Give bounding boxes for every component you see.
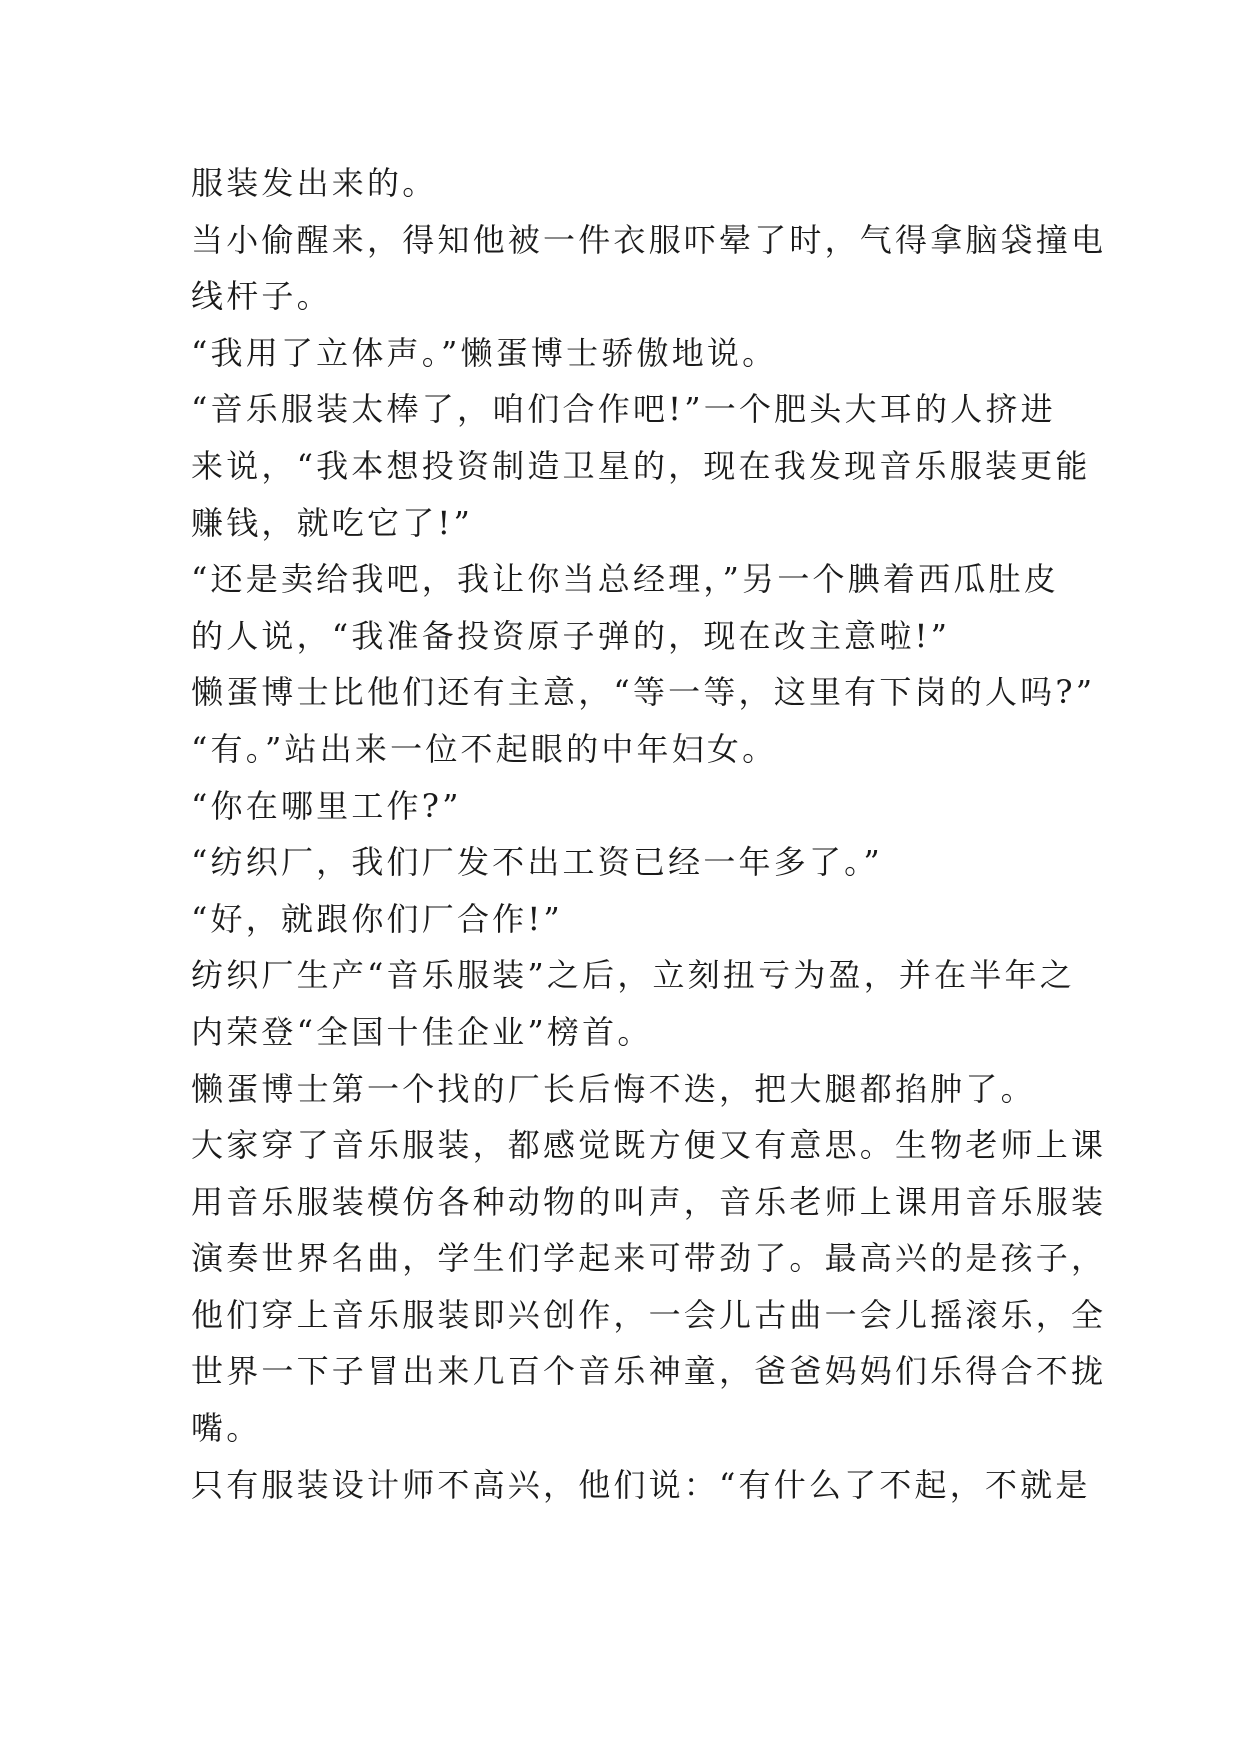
text-line: 内荣登“全国十佳企业”榜首。 <box>191 1012 653 1051</box>
text-line: “纺织厂，我们厂发不出工资已经一年多了。” <box>191 843 883 882</box>
text-line: “你在哪里工作?” <box>191 786 462 825</box>
text-line: 线杆子。 <box>191 277 332 316</box>
text-line: 世界一下子冒出来几百个音乐神童，爸爸妈妈们乐得合不拢 <box>191 1352 1107 1391</box>
text-line: 来说，“我本想投资制造卫星的，现在我发现音乐服装更能 <box>191 446 1091 485</box>
story-text <box>191 155 1107 1513</box>
text-line: 只有服装设计师不高兴，他们说：“有什么了不起，不就是 <box>191 1465 1091 1504</box>
text-line: 大家穿了音乐服装，都感觉既方便又有意思。生物老师上课 <box>191 1126 1107 1165</box>
text-line: 纺织厂生产“音乐服装”之后，立刻扭亏为盈，并在半年之 <box>191 956 1075 995</box>
text-line: 的人说，“我准备投资原子弹的，现在改主意啦!” <box>191 616 951 655</box>
text-line: 懒蛋博士第一个找的厂长后悔不迭，把大腿都掐肿了。 <box>191 1069 1036 1108</box>
text-line: 服装发出来的。 <box>191 164 438 202</box>
text-line: “好，就跟你们厂合作!” <box>191 899 563 938</box>
text-line: 演奏世界名曲，学生们学起来可带劲了。最高兴的是孩子， <box>191 1239 1107 1278</box>
text-line: 赚钱，就吃它了!” <box>191 503 474 542</box>
text-line: 他们穿上音乐服装即兴创作，一会儿古曲一会儿摇滚乐，全 <box>191 1295 1107 1334</box>
text-line: 懒蛋博士比他们还有主意，“等一等，这里有下岗的人吗?” <box>191 673 1096 712</box>
text-line: “还是卖给我吧，我让你当总经理，”另一个腆着西瓜肚皮 <box>191 560 1059 599</box>
text-line: “我用了立体声。”懒蛋博士骄傲地说。 <box>191 333 778 372</box>
text-line: 嘴。 <box>191 1409 262 1448</box>
text-line: “音乐服装太棒了，咱们合作吧!”一个肥头大耳的人挤进 <box>191 390 1056 429</box>
text-line: 当小偷醒来，得知他被一件衣服吓晕了时，气得拿脑袋撞电 <box>191 220 1107 259</box>
text-line: “有。”站出来一位不起眼的中年妇女。 <box>191 729 778 768</box>
text-line: 用音乐服装模仿各种动物的叫声，音乐老师上课用音乐服装 <box>191 1182 1107 1221</box>
